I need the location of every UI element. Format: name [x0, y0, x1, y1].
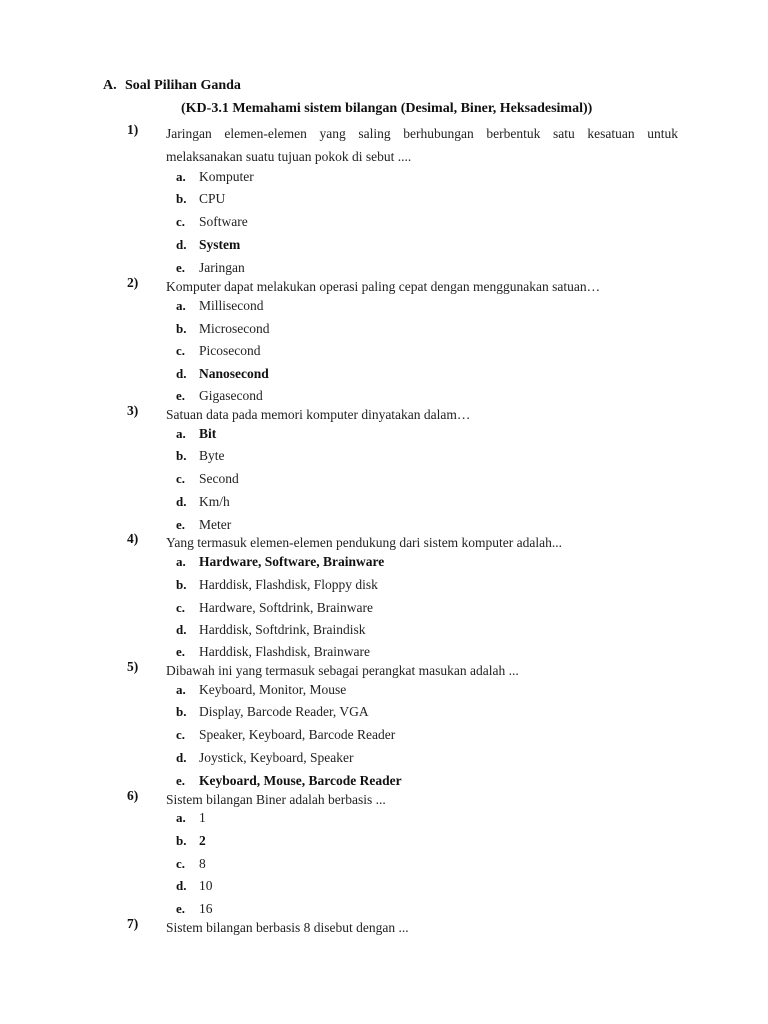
option-a	[0, 554, 768, 572]
option-letter: c.	[176, 471, 186, 486]
option-a	[0, 169, 768, 187]
option-text: CPU	[199, 191, 226, 206]
option-letter: e.	[176, 773, 186, 788]
option-text-correct: 2	[199, 833, 206, 848]
option-c	[0, 727, 768, 745]
option-letter: c.	[176, 600, 186, 615]
option-d	[0, 622, 768, 640]
option-c	[0, 214, 768, 232]
option-letter: c.	[176, 856, 186, 871]
option-b	[0, 577, 768, 595]
option-letter: d.	[176, 237, 187, 252]
option-letter: a.	[176, 169, 186, 184]
option-b	[0, 704, 768, 722]
option-b	[0, 833, 768, 851]
option-letter: b.	[176, 833, 187, 848]
option-text-correct: Hardware, Software, Brainware	[199, 554, 385, 569]
option-letter: a.	[176, 426, 186, 441]
option-text: Display, Barcode Reader, VGA	[199, 704, 369, 719]
question-text: Dibawah ini yang termasuk sebagai perangkat masukan adalah ...	[166, 663, 519, 678]
question-text: Komputer dapat melakukan operasi paling cepat dengan menggunakan satuan…	[166, 279, 601, 294]
question-text: Yang termasuk elemen-elemen pendukung dari sistem komputer adalah...	[166, 535, 563, 550]
option-c	[0, 471, 768, 489]
option-text: Harddisk, Flashdisk, Brainware	[199, 644, 370, 659]
option-b	[0, 321, 768, 339]
option-c	[0, 343, 768, 361]
option-letter: b.	[176, 191, 187, 206]
option-text: Hardware, Softdrink, Brainware	[199, 600, 373, 615]
option-text: Komputer	[199, 169, 254, 184]
option-d	[0, 366, 768, 384]
section-title: Soal Pilihan Ganda	[125, 78, 241, 93]
option-b	[0, 448, 768, 466]
option-a	[0, 682, 768, 700]
option-text: Picosecond	[199, 343, 261, 358]
option-text: Second	[199, 471, 239, 486]
option-a	[0, 810, 768, 828]
option-letter: b.	[176, 321, 187, 336]
option-letter: b.	[176, 704, 187, 719]
question-number: 6)	[127, 788, 139, 803]
option-a	[0, 426, 768, 444]
option-b	[0, 191, 768, 209]
option-text: Jaringan	[199, 260, 245, 275]
option-text: 1	[199, 810, 206, 825]
option-letter: d.	[176, 366, 187, 381]
option-letter: d.	[176, 750, 187, 765]
option-text: Millisecond	[199, 298, 264, 313]
question-number: 2)	[127, 275, 139, 290]
option-text: Byte	[199, 448, 225, 463]
question-number: 7)	[127, 916, 139, 931]
option-letter: d.	[176, 494, 187, 509]
option-letter: a.	[176, 682, 186, 697]
option-letter: d.	[176, 878, 187, 893]
question-number: 5)	[127, 659, 139, 674]
section-heading	[103, 78, 241, 94]
question-text: Sistem bilangan Biner adalah berbasis ...	[166, 792, 386, 807]
option-letter: e.	[176, 644, 186, 659]
option-text: Joystick, Keyboard, Speaker	[199, 750, 354, 765]
option-d	[0, 878, 768, 896]
option-letter: e.	[176, 901, 186, 916]
option-text: Speaker, Keyboard, Barcode Reader	[199, 727, 396, 742]
option-letter: a.	[176, 810, 186, 825]
option-text: Microsecond	[199, 321, 270, 336]
option-text: Harddisk, Softdrink, Braindisk	[199, 622, 366, 637]
option-text-correct: System	[199, 237, 241, 252]
option-letter: c.	[176, 343, 186, 358]
option-letter: a.	[176, 554, 186, 569]
option-letter: e.	[176, 517, 186, 532]
option-text: Keyboard, Monitor, Mouse	[199, 682, 347, 697]
option-text: 16	[199, 901, 213, 916]
option-a	[0, 298, 768, 316]
option-text: 10	[199, 878, 213, 893]
section-letter: A.	[103, 78, 117, 93]
option-text-correct: Keyboard, Mouse, Barcode Reader	[199, 773, 402, 788]
option-c	[0, 856, 768, 874]
option-text: Gigasecond	[199, 388, 263, 403]
option-text: Harddisk, Flashdisk, Floppy disk	[199, 577, 378, 592]
option-d	[0, 237, 768, 255]
question-number: 3)	[127, 403, 139, 418]
option-text: Km/h	[199, 494, 230, 509]
option-letter: b.	[176, 448, 187, 463]
option-letter: e.	[176, 260, 186, 275]
option-letter: c.	[176, 727, 186, 742]
question-text: Jaringan elemen-elemen yang saling berhubungan berbentuk satu kesatuan untuk melaksanakan suatu tujuan pokok di sebut ....	[166, 126, 678, 164]
option-letter: a.	[176, 298, 186, 313]
question-number: 4)	[127, 531, 139, 546]
option-d	[0, 494, 768, 512]
competency-subheading: (KD-3.1 Memahami sistem bilangan (Desimal, Biner, Heksadesimal))	[181, 101, 593, 116]
option-letter: e.	[176, 388, 186, 403]
option-c	[0, 600, 768, 618]
option-letter: d.	[176, 622, 187, 637]
option-text-correct: Bit	[199, 426, 217, 441]
option-text: 8	[199, 856, 206, 871]
option-d	[0, 750, 768, 768]
question-number: 1)	[127, 122, 139, 137]
option-text: Meter	[199, 517, 232, 532]
question-text: Sistem bilangan berbasis 8 disebut dengan ...	[166, 920, 409, 935]
option-text: Software	[199, 214, 248, 229]
option-text-correct: Nanosecond	[199, 366, 269, 381]
option-letter: b.	[176, 577, 187, 592]
option-letter: c.	[176, 214, 186, 229]
question-text: Satuan data pada memori komputer dinyatakan dalam…	[166, 407, 471, 422]
